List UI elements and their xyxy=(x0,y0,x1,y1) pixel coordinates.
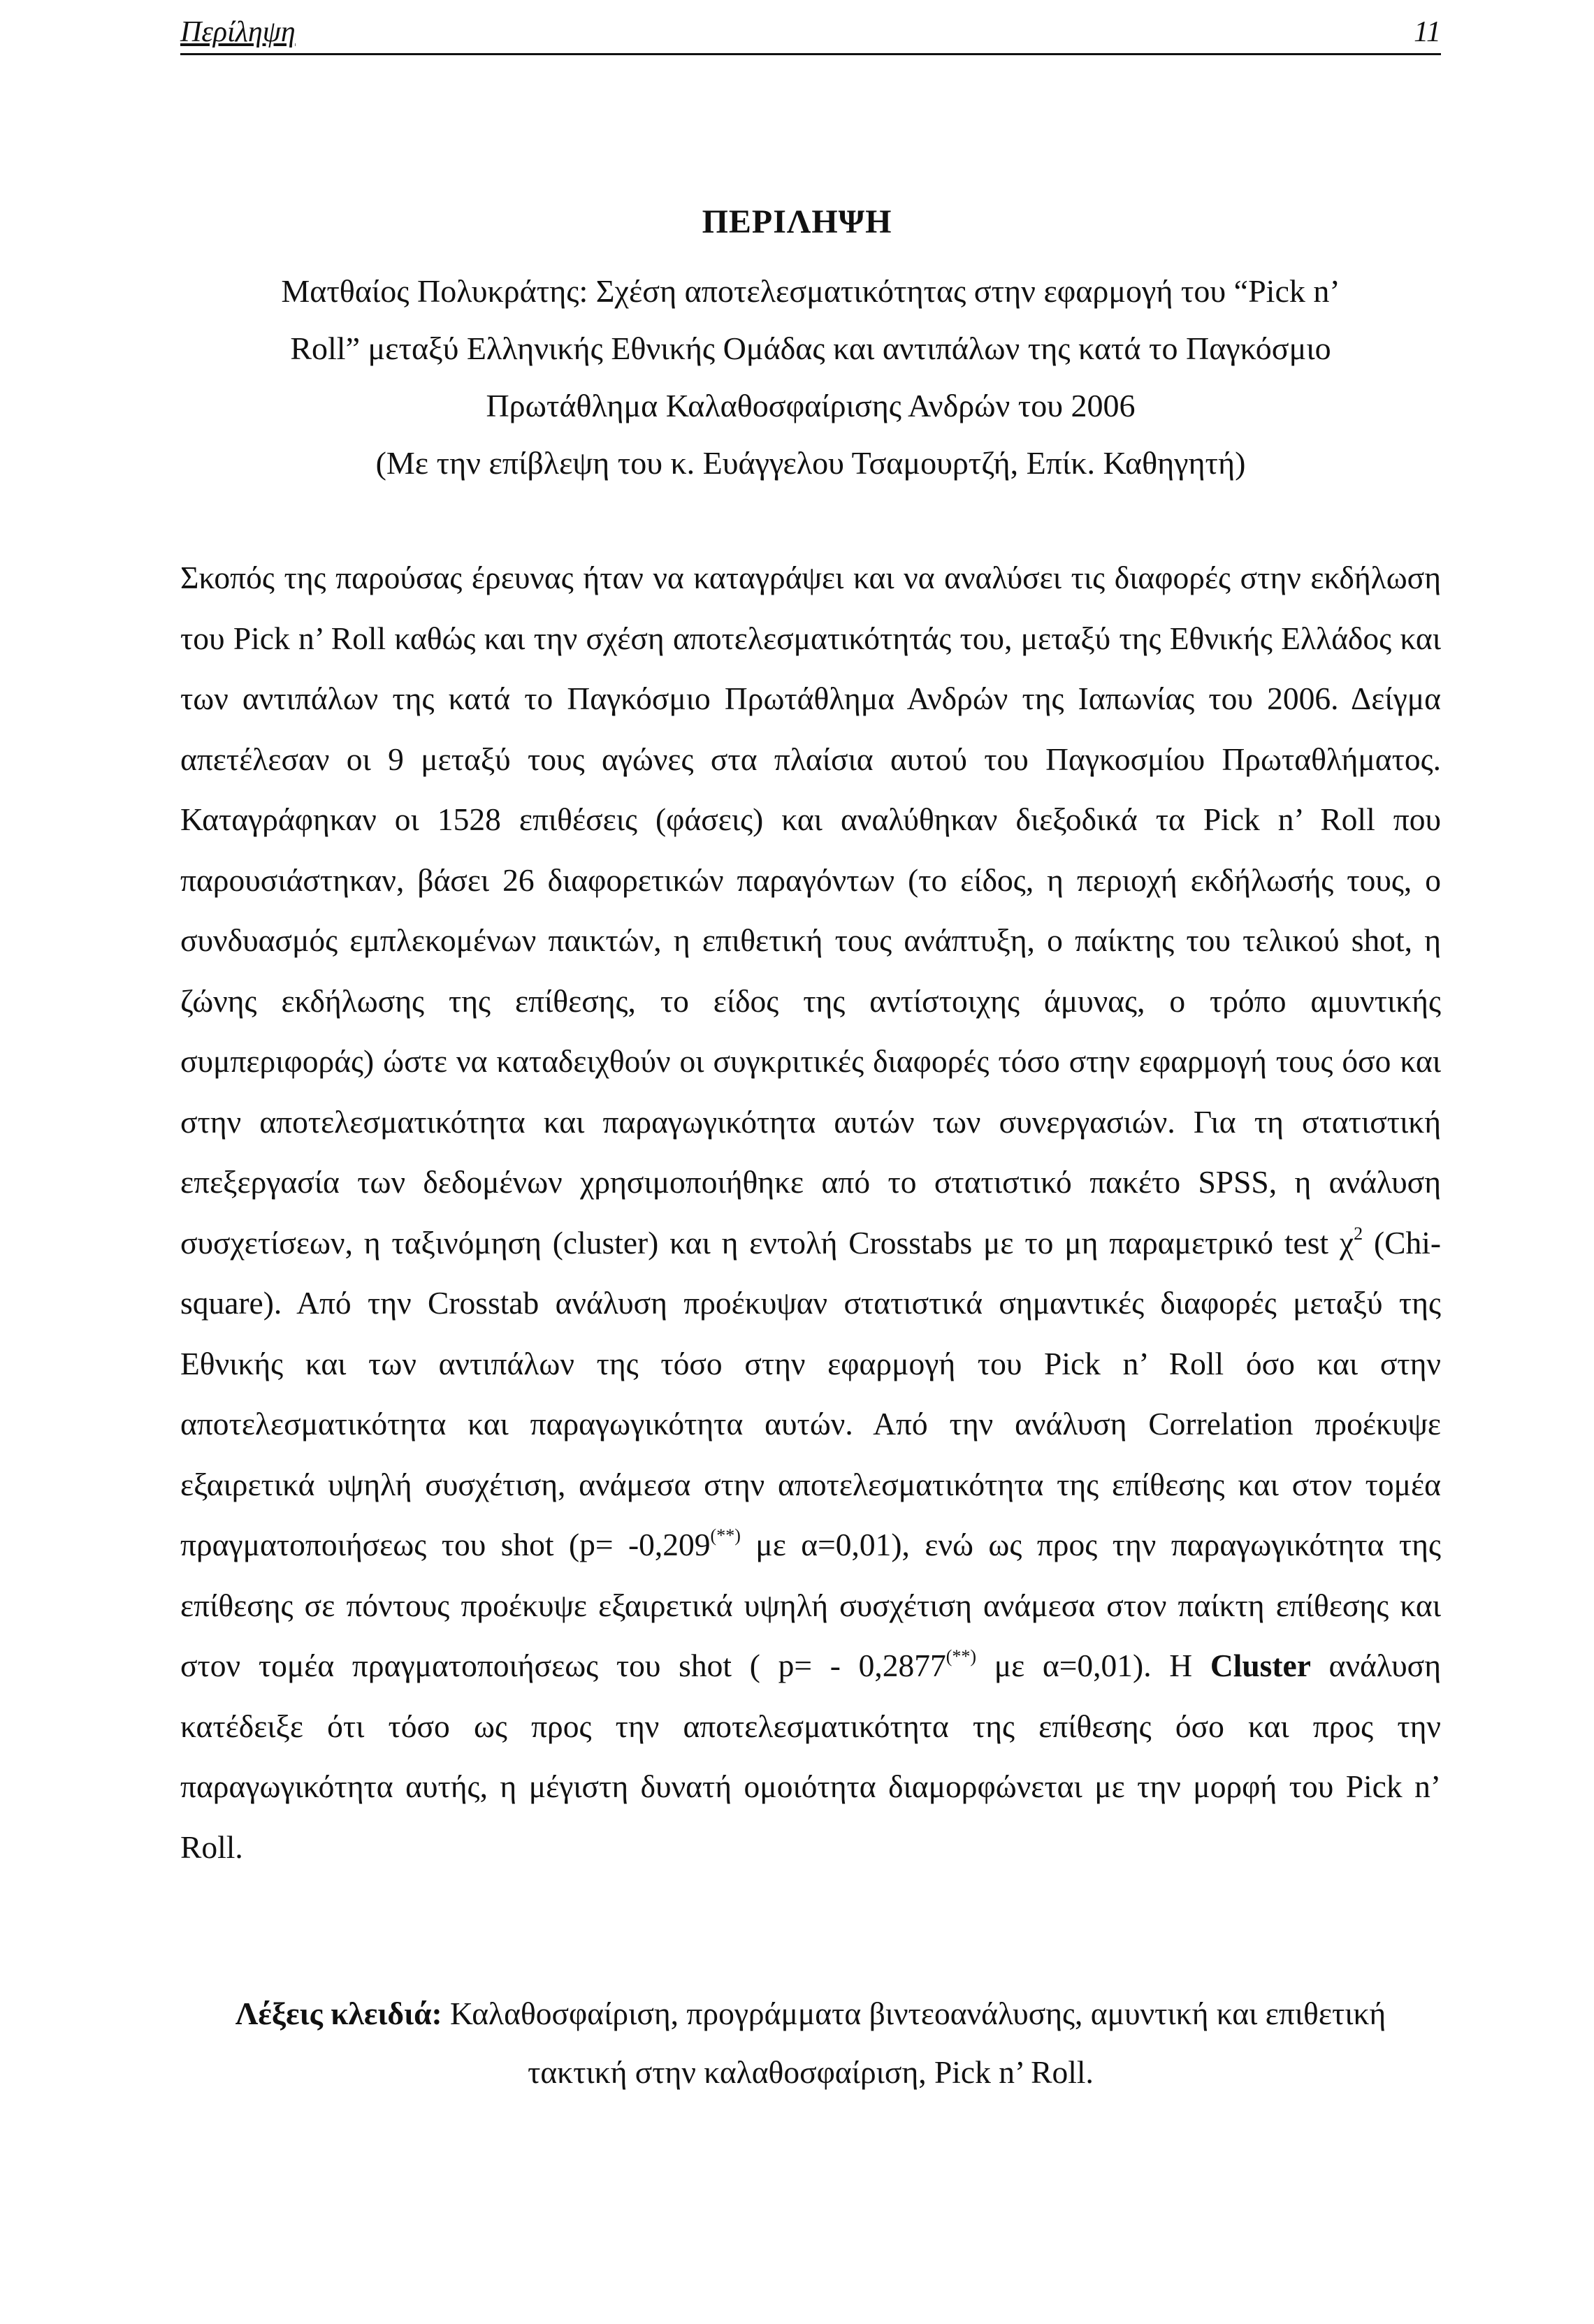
running-header xyxy=(180,11,1441,55)
chi-square-superscript: 2 xyxy=(1354,1223,1363,1244)
keywords-line-1 xyxy=(180,1984,1441,2043)
keywords-text-1: Καλαθοσφαίριση, προγράμματα βιντεοανάλυσης, αμυντική και επιθετική xyxy=(442,1996,1386,2031)
abstract-paragraph xyxy=(180,548,1441,1878)
page-number: 11 xyxy=(1414,16,1441,48)
keywords-text-2: τακτική στην καλαθοσφαίριση, Pick n’ Roll. xyxy=(528,2054,1094,2090)
cluster-term: Cluster xyxy=(1210,1648,1311,1683)
abstract-text-1: Σκοπός της παρούσας έρευνας ήταν να καταγράψει και να αναλύσει τις διαφορές στην εκδήλωση του Pick n’ Roll καθώς και την σχέση αποτελεσματικότητάς του, μεταξύ της Εθνικής Ελλάδος και των αντιπάλων της κατά το Παγκόσμιο Πρωτάθλημα Ανδρών της Ιαπωνίας του 2006. Δείγμα απετέλεσαν οι 9 μεταξύ τους αγώνες στα πλαίσια αυτού του Παγκοσμίου Πρωταθλήματος. Καταγράφηκαν οι 1528 επιθέσεις (φάσεις) και αναλύθηκαν διεξοδικά τα Pick n’ Roll που παρουσιάστηκαν, βάσει 26 διαφορετικών παραγόντων (το είδος, η περιοχή εκδήλωσής τους, ο συνδυασμός εμπλεκομένων παικτών, η επιθετική τους ανάπτυξη, ο παίκτης του τελικού shot, η ζώνης εκδήλωσης της επίθεσης, το είδος της αντίστοιχης άμυνας, ο τρόπο αμυντικής συμπεριφοράς) ώστε να καταδειχθούν οι συγκριτικές διαφορές τόσο στην εφαρμογή τους όσο και στην αποτελεσματικότητα και παραγωγικότητα αυτών των συνεργασιών. Για τη στατιστική επεξεργασία των δεδομένων χρησιμοποιήθηκε από το στατιστικό πακέτο SPSS, η ανάλυση συσχετίσεων, η ταξινόμηση (cluster) και η εντολή Crosstabs με το μη παραμετρικό test χ xyxy=(180,560,1441,1261)
abstract-text-2: (Chi-square). Από την Crosstab ανάλυση προέκυψαν στατιστικά σημαντικές διαφορές μεταξύ της Εθνικής και των αντιπάλων της τόσο στην εφαρμογή του Pick n’ Roll όσο και στην αποτελεσματικότητα και παραγωγικότητα αυτών. Από την ανάλυση Correlation προέκυψε εξαιρετικά υψηλή συσχέτιση, ανάμεσα στην αποτελεσματικότητα της επίθεσης και στον τομέα πραγματοποιήσεως του shot (p= -0,209 xyxy=(180,1224,1441,1562)
title-line-2: Roll” μεταξύ Ελληνικής Εθνικής Ομάδας και αντιπάλων της κατά το Παγκόσμιο xyxy=(290,331,1331,366)
title-line-1: Ματθαίος Πολυκράτης: Σχέση αποτελεσματικότητας στην εφαρμογή του “Pick n’ xyxy=(281,273,1340,309)
abstract-text-4: με α=0,01). Η xyxy=(976,1648,1210,1683)
abstract-text-5: ανάλυση κατέδειξε ότι τόσο ως προς την αποτελεσματικότητα της επίθεσης όσο και προς την παραγωγικότητα αυτής, η μέγιστη δυνατή ομοιότητα διαμορφώνεται με την μορφή του Pick n’ Roll. xyxy=(180,1648,1441,1865)
title-line-3: Πρωτάθλημα Καλαθοσφαίρισης Ανδρών του 2006 xyxy=(486,388,1136,423)
running-header-title: Περίληψη xyxy=(180,16,296,48)
significance-superscript-2: (**) xyxy=(945,1646,977,1666)
thesis-title-block xyxy=(180,263,1441,492)
abstract-text-3: με α=0,01), ενώ ως προς την παραγωγικότητα της επίθεσης σε πόντους προέκυψε εξαιρετικά υψηλή συσχέτιση ανάμεσα στον παίκτη επίθεσης και στον τομέα πραγματοποιήσεως του shot ( p= - 0,2877 xyxy=(180,1527,1441,1683)
keywords-label: Λέξεις κλειδιά: xyxy=(235,1996,442,2031)
supervisor-line: (Με την επίβλεψη του κ. Ευάγγελου Τσαμουρτζή, Επίκ. Καθηγητή) xyxy=(375,445,1246,481)
significance-superscript-1: (**) xyxy=(710,1525,741,1546)
keywords-block xyxy=(180,1984,1441,2102)
summary-heading: ΠΕΡΙΛΗΨΗ xyxy=(702,203,892,240)
